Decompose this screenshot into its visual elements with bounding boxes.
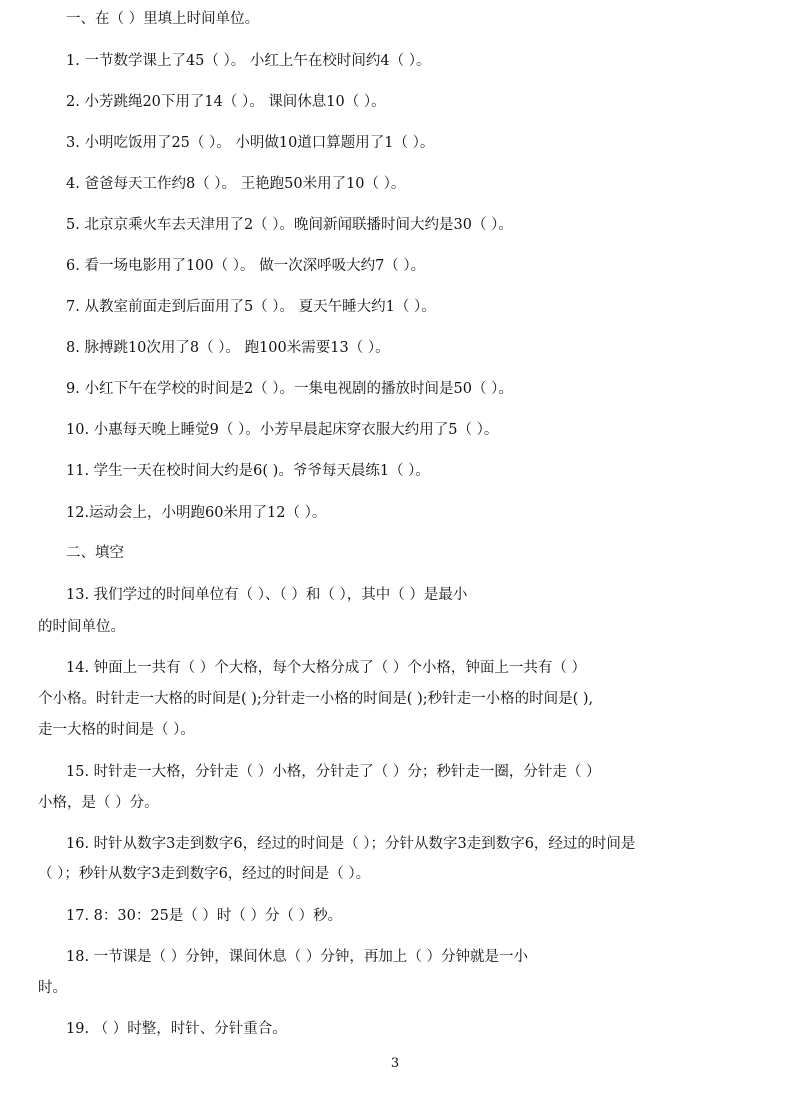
question-14-line-2: 个小格。时针走一大格的时间是( );分针走一小格的时间是( );秒针走一小格的时间是( ), xyxy=(38,691,594,707)
question-1: 1. 一节数学课上了45（ ）。 小红上午在校时间约4（ ）。 xyxy=(66,53,431,69)
question-2: 2. 小芳跳绳20下用了14（ ）。 课间休息10（ ）。 xyxy=(66,94,386,110)
section1-title: 一、在（ ）里填上时间单位。 xyxy=(66,11,260,27)
question-10: 10. 小惠每天晚上睡觉9（ ）。小芳早晨起床穿衣服大约用了5（ ）。 xyxy=(66,422,499,438)
question-12: 12.运动会上，小明跑60米用了12（ ）。 xyxy=(66,505,327,521)
question-13-line-1: 13. 我们学过的时间单位有（ ）、（ ）和（ ），其中（ ）是最小 xyxy=(66,587,468,603)
question-15-line-1: 15. 时针走一大格，分针走（ ）小格，分针走了（ ）分；秒针走一圈，分针走（ ） xyxy=(66,764,601,780)
question-11: 11. 学生一天在校时间大约是6( )。爷爷每天晨练1（ ）。 xyxy=(66,463,430,479)
question-14-line-1: 14. 钟面上一共有（ ）个大格，每个大格分成了（ ）个小格，钟面上一共有（ ） xyxy=(66,660,586,676)
question-14-line-3: 走一大格的时间是（ ）。 xyxy=(38,722,195,738)
question-15-line-2: 小格，是（ ）分。 xyxy=(38,795,159,811)
page-number: 3 xyxy=(390,1056,400,1071)
question-19: 19. （ ）时整，时针、分针重合。 xyxy=(66,1021,287,1037)
question-9: 9. 小红下午在学校的时间是2（ ）。一集电视剧的播放时间是50（ ）。 xyxy=(66,381,513,397)
section2-title: 二、填空 xyxy=(66,545,124,561)
question-17: 17. 8：30：25是（ ）时（ ）分（ ）秒。 xyxy=(66,908,343,924)
question-4: 4. 爸爸每天工作约8（ ）。 王艳跑50米用了10（ ）。 xyxy=(66,176,406,192)
question-18-line-2: 时。 xyxy=(38,980,67,996)
question-18-line-1: 18. 一节课是（ ）分钟，课间休息（ ）分钟，再加上（ ）分钟就是一小 xyxy=(66,949,528,965)
question-5: 5. 北京京乘火车去天津用了2（ ）。晚间新闻联播时间大约是30（ ）。 xyxy=(66,217,513,233)
question-8: 8. 脉搏跳10次用了8（ ）。 跑100米需要13（ ）。 xyxy=(66,340,390,356)
question-6: 6. 看一场电影用了100（ ）。 做一次深呼吸大约7（ ）。 xyxy=(66,258,426,274)
question-7: 7. 从教室前面走到后面用了5（ ）。 夏天午睡大约1（ ）。 xyxy=(66,299,436,315)
question-16-line-2: （ ）；秒针从数字3走到数字6，经过的时间是（ ）。 xyxy=(38,866,371,882)
question-3: 3. 小明吃饭用了25（ ）。 小明做10道口算题用了1（ ）。 xyxy=(66,135,435,151)
question-13-line-2: 的时间单位。 xyxy=(38,619,125,635)
question-16-line-1: 16. 时针从数字3走到数字6，经过的时间是（ ）；分针从数字3走到数字6，经过的时间是 xyxy=(66,836,636,852)
